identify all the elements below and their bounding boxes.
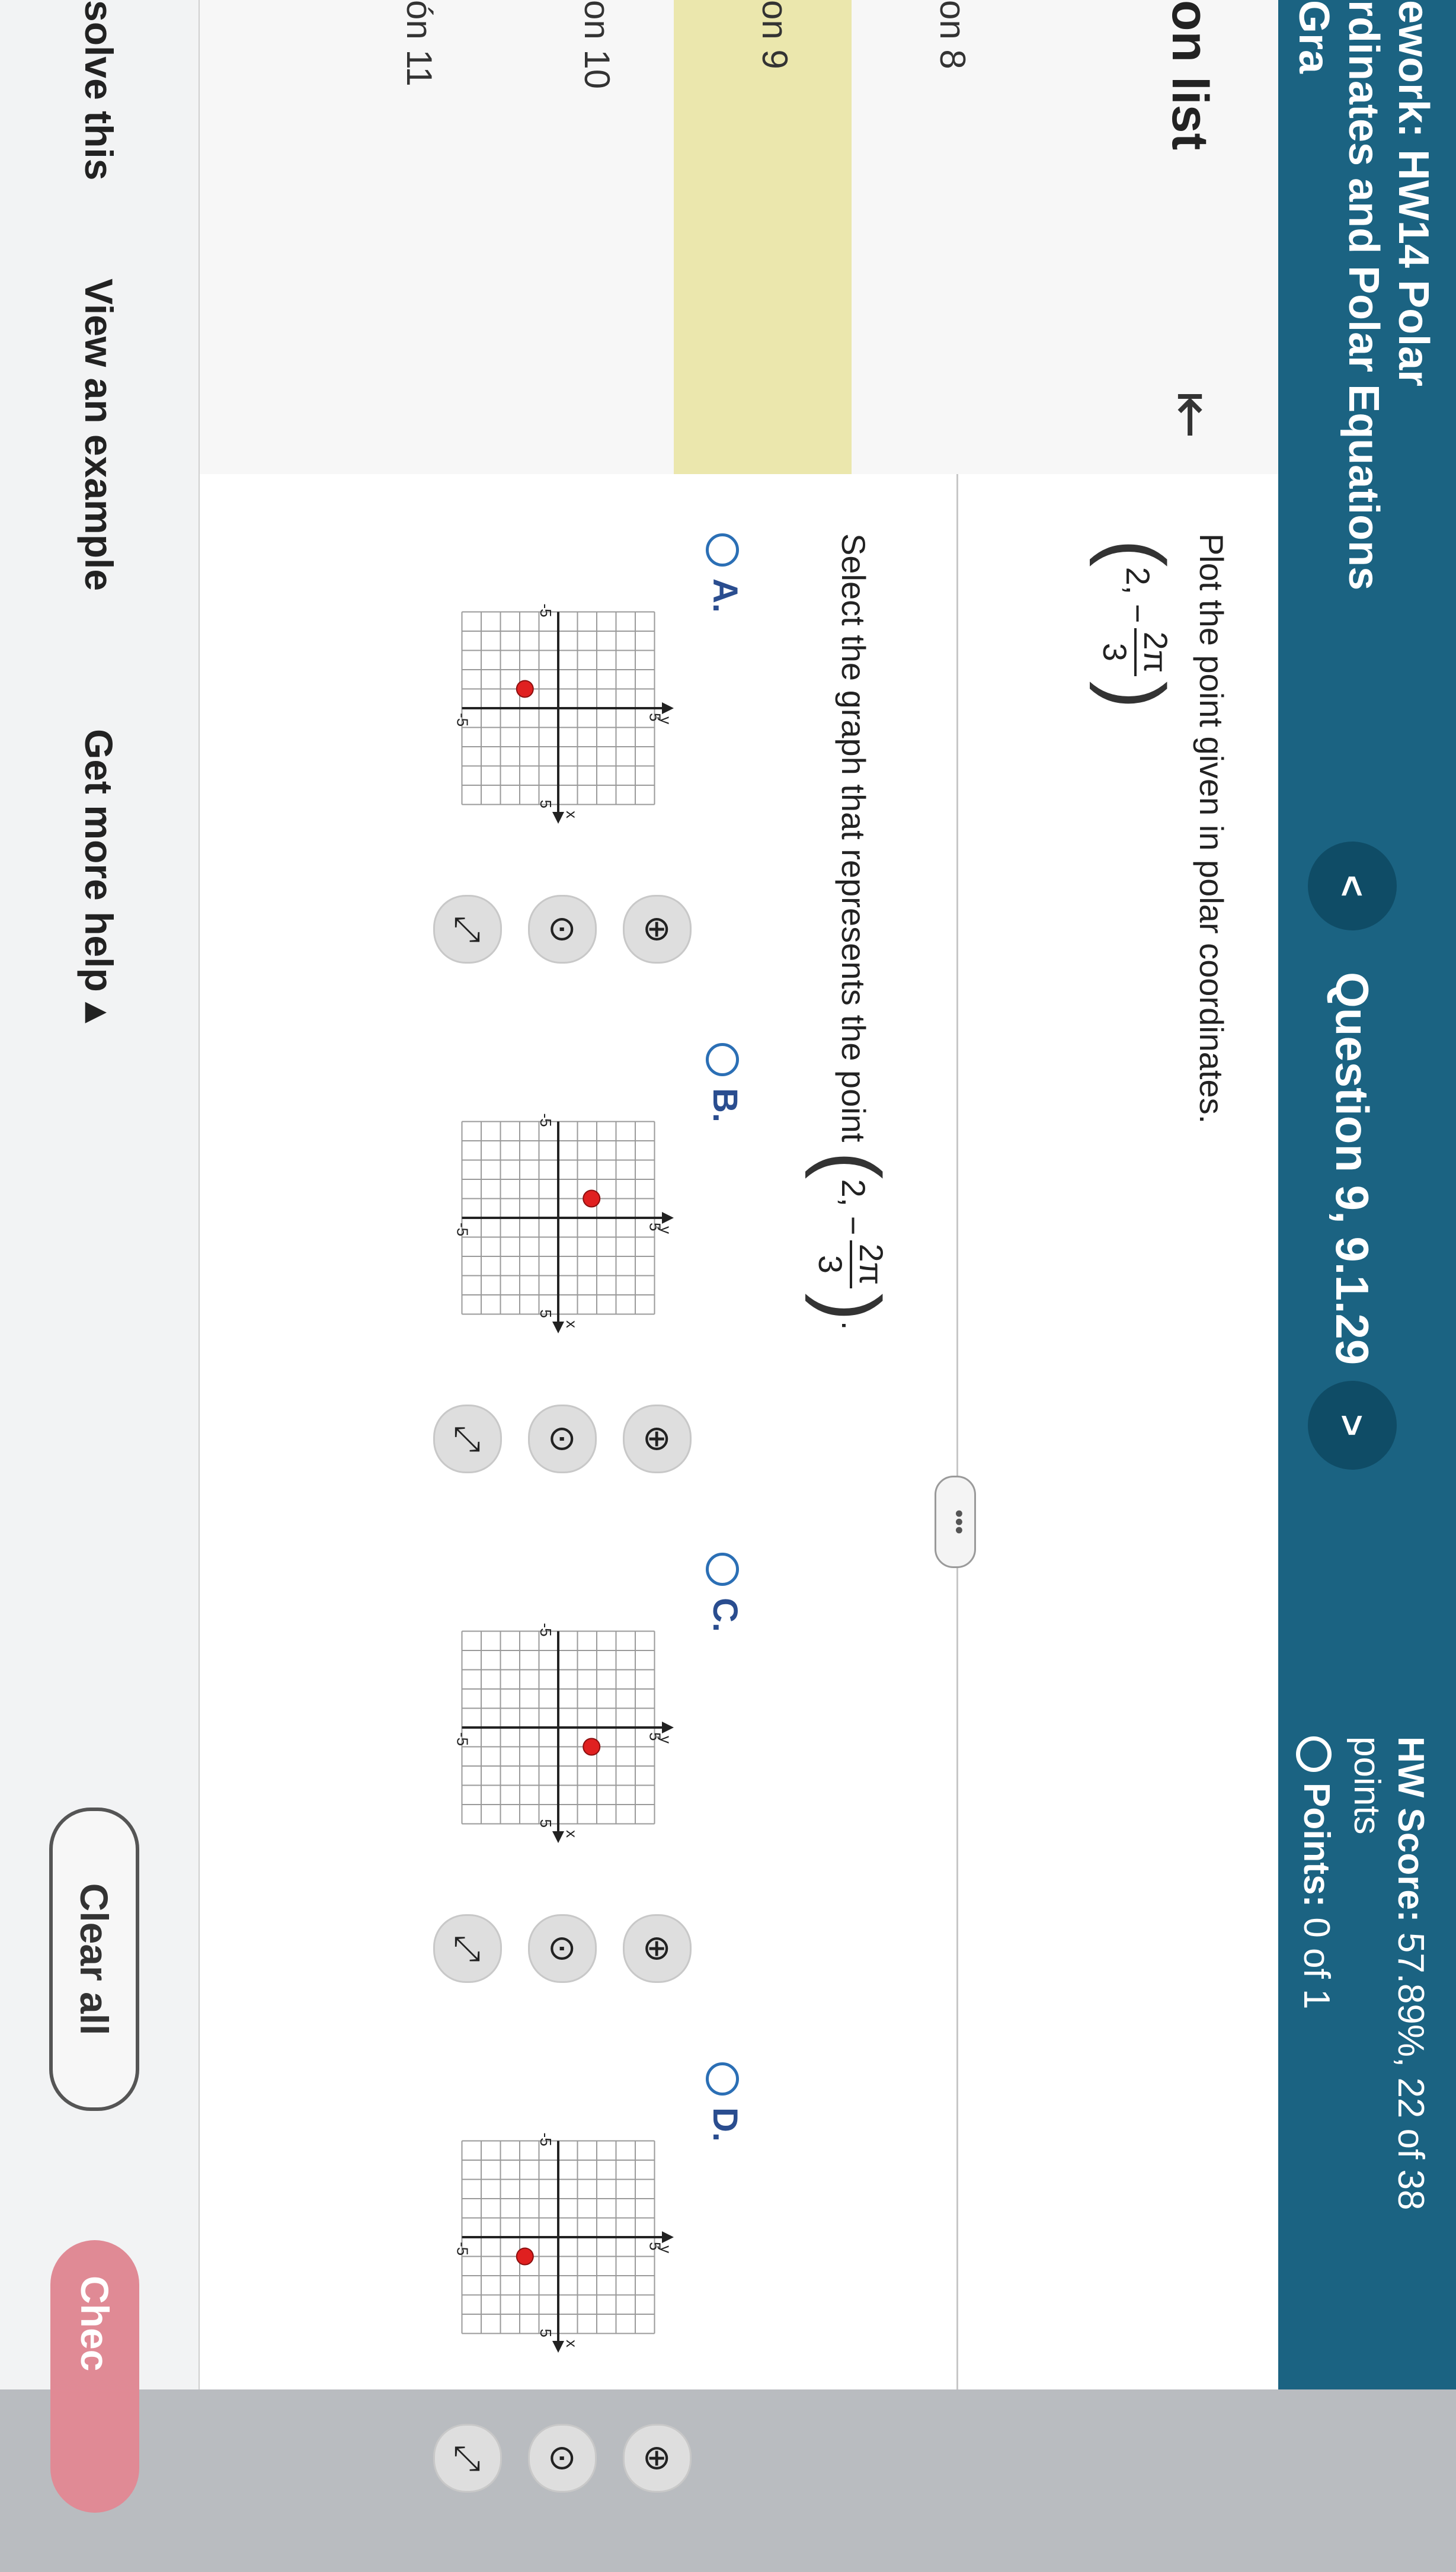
- zoom-reset-icon[interactable]: ⊙: [528, 2424, 597, 2493]
- view-example-link[interactable]: View an example: [77, 279, 121, 591]
- x-tick-neg5: -5: [537, 2132, 555, 2146]
- coord-denominator: 3: [812, 1255, 849, 1274]
- coordinate-graph: [425, 575, 692, 842]
- y-tick-neg5: -5: [453, 2242, 472, 2256]
- sidebar-title: on list: [1161, 0, 1218, 151]
- y-axis-arrow: [662, 2231, 674, 2243]
- points-status: [1295, 1736, 1337, 2009]
- option-radio[interactable]: [705, 1043, 745, 1122]
- answer-option-d: [212, 2062, 745, 2572]
- graph-tools: [407, 1405, 692, 1476]
- x-axis-arrow: [552, 1831, 564, 1843]
- answer-option-c: [212, 1553, 745, 2062]
- coordinate-graph: [425, 1085, 692, 1351]
- y-axis-label: y: [657, 2245, 675, 2253]
- y-axis-label: y: [657, 1226, 675, 1234]
- x-tick-neg5: -5: [537, 1113, 555, 1127]
- x-tick-neg5: -5: [537, 1623, 555, 1637]
- option-letter: A.: [706, 578, 744, 613]
- option-letter: B.: [706, 1088, 744, 1122]
- radio-circle-icon[interactable]: [706, 1553, 739, 1586]
- radio-circle-icon[interactable]: [706, 2062, 739, 2096]
- assignment-title: [1289, 0, 1438, 590]
- zoom-in-icon[interactable]: ⊕: [623, 1405, 692, 1473]
- y-tick-5: 5: [646, 1223, 664, 1231]
- option-letter: D.: [706, 2107, 744, 2142]
- coord-prefix: 2, −: [835, 1179, 873, 1236]
- hw-score: [1345, 1736, 1432, 2329]
- previous-question-button[interactable]: [1308, 842, 1397, 930]
- radio-circle-icon[interactable]: [706, 533, 739, 567]
- hw-score-value: 57.89%, 22 of 38: [1390, 1932, 1431, 2210]
- sidebar-item-label: on 9: [755, 0, 795, 69]
- select-text: Select the graph that represents the point: [835, 533, 873, 1143]
- x-axis-arrow: [552, 2341, 564, 2353]
- coordinate-graph: [425, 2104, 692, 2371]
- expand-icon[interactable]: ⤢: [433, 1914, 502, 1983]
- sidebar-item-question-9[interactable]: [674, 0, 852, 474]
- option-radio[interactable]: [705, 2062, 745, 2142]
- expand-icon[interactable]: ⤢: [433, 895, 502, 964]
- get-more-help-link[interactable]: Get more help ▴: [77, 729, 121, 1023]
- y-tick-5: 5: [646, 2242, 664, 2251]
- question-panel: [200, 474, 1278, 2473]
- x-tick-5: 5: [537, 1309, 555, 1318]
- zoom-reset-icon[interactable]: ⊙: [528, 895, 597, 964]
- sidebar-item-question-10[interactable]: [496, 0, 674, 474]
- zoom-in-icon[interactable]: ⊕: [623, 1914, 692, 1983]
- radio-circle-icon[interactable]: [706, 1043, 739, 1076]
- coord-denominator: 3: [1096, 642, 1134, 662]
- chevron-right-icon: >: [1331, 1414, 1374, 1437]
- y-tick-5: 5: [646, 713, 664, 722]
- plotted-point: [517, 681, 533, 698]
- zoom-reset-icon[interactable]: ⊙: [528, 1405, 597, 1473]
- sidebar-item-label: on 8: [933, 0, 972, 69]
- coord-fraction: [811, 1240, 891, 1289]
- assignment-title-line3: Gra: [1290, 0, 1337, 74]
- assignment-title-line2: rdinates and Polar Equations: [1340, 0, 1387, 591]
- x-tick-5: 5: [537, 799, 555, 808]
- bottom-toolbar: [0, 0, 200, 2389]
- y-tick-neg5: -5: [453, 713, 472, 727]
- points-label: Points:: [1296, 1783, 1337, 1908]
- points-value: 0 of 1: [1296, 1917, 1337, 2010]
- points-circle-icon: [1296, 1736, 1332, 1772]
- x-axis-label: x: [563, 2340, 581, 2347]
- polar-coordinate: (2, − 2π 3 ): [1089, 539, 1182, 709]
- x-axis-label: x: [563, 1830, 581, 1838]
- help-me-solve-link[interactable]: solve this: [77, 0, 121, 181]
- coord-numerator: 2π: [850, 1240, 891, 1289]
- x-tick-5: 5: [537, 1819, 555, 1828]
- answer-option-b: [212, 1043, 745, 1553]
- zoom-in-icon[interactable]: ⊕: [623, 895, 692, 964]
- sidebar-item-label: on 10: [577, 0, 617, 89]
- graph-tools: [407, 1914, 692, 1985]
- x-axis-arrow: [552, 812, 564, 824]
- x-axis-arrow: [552, 1322, 564, 1333]
- expand-icon[interactable]: ⤢: [433, 1405, 502, 1473]
- ellipsis-icon[interactable]: •••: [935, 1476, 976, 1568]
- sidebar-item-question-11[interactable]: [318, 0, 496, 474]
- header-bar: [1278, 0, 1456, 2389]
- assignment-title-line1: ework: HW14 Polar: [1390, 0, 1437, 387]
- collapse-left-icon[interactable]: ⇤: [1160, 391, 1223, 439]
- y-tick-neg5: -5: [453, 1732, 472, 1746]
- select-instruction: Select the graph that represents the point (2, − 2π 3 ).: [805, 533, 898, 1330]
- sidebar-item-label: ón 11: [399, 0, 439, 87]
- y-axis-arrow: [662, 1212, 674, 1224]
- x-axis-label: x: [563, 811, 581, 818]
- period: .: [835, 1320, 873, 1330]
- plotted-point: [583, 1739, 600, 1755]
- coord-numerator: 2π: [1134, 628, 1175, 677]
- y-axis-arrow: [662, 702, 674, 714]
- answer-option-a: [212, 533, 745, 1043]
- y-tick-neg5: -5: [453, 1223, 472, 1237]
- question-label: Question 9, 9.1.29: [1326, 972, 1378, 1365]
- plotted-point: [583, 1191, 600, 1207]
- question-prompt: Plot the point given in polar coordinates.: [1193, 533, 1230, 1124]
- graph-tools: [407, 2424, 692, 2495]
- plotted-point: [517, 2248, 533, 2265]
- check-answer-button[interactable]: Chec: [50, 2240, 139, 2513]
- coord-fraction: [1096, 628, 1175, 677]
- clear-all-button[interactable]: Clear all: [49, 1808, 139, 2111]
- option-letter: C.: [706, 1598, 744, 1632]
- expand-icon[interactable]: ⤢: [433, 2424, 502, 2493]
- graph-tools: [407, 895, 692, 966]
- y-axis-arrow: [662, 1722, 674, 1733]
- y-axis-label: y: [657, 716, 675, 724]
- zoom-reset-icon[interactable]: ⊙: [528, 1914, 597, 1983]
- x-axis-label: x: [563, 1320, 581, 1328]
- x-tick-5: 5: [537, 2328, 555, 2337]
- hw-score-suffix: points: [1346, 1736, 1387, 1835]
- x-tick-neg5: -5: [537, 603, 555, 618]
- y-tick-5: 5: [646, 1732, 664, 1741]
- y-axis-label: y: [657, 1736, 675, 1744]
- next-question-button[interactable]: [1308, 1381, 1397, 1470]
- hw-score-label: HW Score:: [1390, 1736, 1431, 1922]
- option-radio[interactable]: [705, 1553, 745, 1632]
- coord-prefix: 2, −: [1119, 567, 1157, 623]
- option-radio[interactable]: [705, 533, 745, 613]
- section-divider: [956, 474, 958, 2389]
- sidebar-item-question-8[interactable]: [852, 0, 1029, 474]
- zoom-in-icon[interactable]: ⊕: [623, 2424, 692, 2493]
- coordinate-graph: [425, 1594, 692, 1861]
- chevron-left-icon: <: [1331, 875, 1374, 897]
